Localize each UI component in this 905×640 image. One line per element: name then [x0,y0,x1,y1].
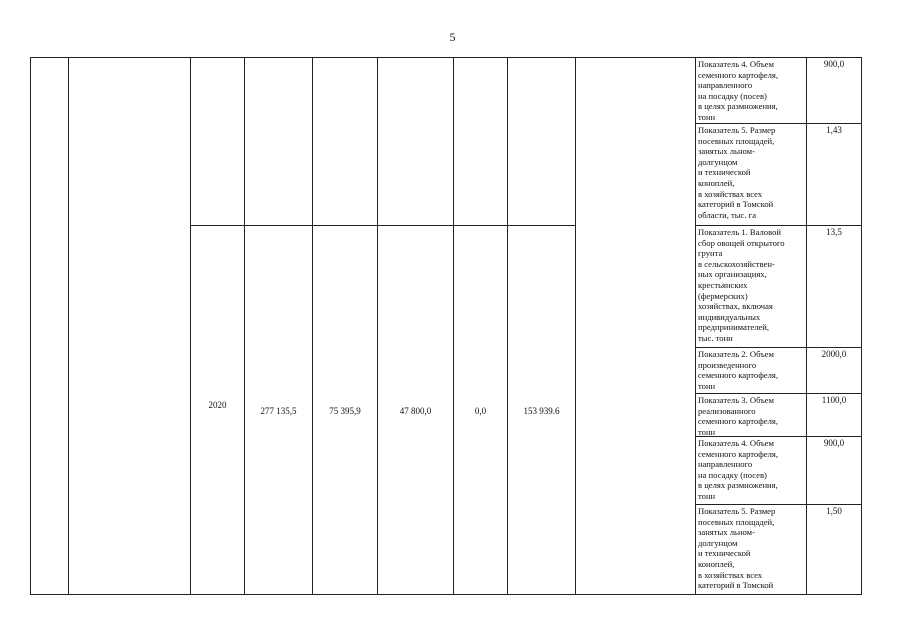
col-border [695,57,696,595]
other-funding-cell: 153 939.6 [523,406,560,416]
col-border [861,57,862,595]
indicator-separator [695,123,862,124]
indicator-separator [695,225,862,226]
indicator-separator [695,504,862,505]
col-border [806,57,807,595]
indicator-text: Показатель 3. Объем реализованного семенного картофеля, тонн [698,395,778,436]
indicator-text: Показатель 5. Размер посевных площадей, занятых льном- долгунцом и технической коноплей, в хозяйствах всех категорий в Томской области, тыс. га [698,125,776,220]
col-border [575,57,576,595]
col-border [30,57,31,595]
year-block-separator [190,225,576,226]
page-number: 5 [449,30,456,44]
indicator-value: 1100,0 [821,395,847,405]
col-border [453,57,454,595]
indicator-value: 900,0 [823,59,845,69]
year-cell: 2020 [208,400,227,410]
regional-funding-cell: 47 800,0 [399,406,432,416]
col-border [190,57,191,595]
indicator-text: Показатель 1. Валовой сбор овощей открытого грунта в сельскохозяйствен- ных организациях, крестьянских (фермерских) хозяйствах, включая индивидуальных предпринимателей, тыс. тонн [698,227,785,343]
col-border [507,57,508,595]
indicator-value: 13,5 [826,227,842,237]
indicator-value: 1,43 [826,125,842,135]
federal-funding-cell: 75 395,9 [329,406,361,416]
local-funding-cell: 0,0 [474,406,487,416]
col-border [244,57,245,595]
table-top-border [30,57,862,58]
indicator-text: Показатель 4. Объем семенного картофеля, направленного на посадку (посев) в целях размножения, тонн [698,59,778,122]
table-bottom-border [30,594,862,595]
indicator-separator [695,347,862,348]
indicator-value: 2000,0 [821,349,847,359]
col-border [68,57,69,595]
indicator-separator [695,436,862,437]
indicator-text: Показатель 5. Размер посевных площадей, занятых льном- долгунцом и технической коноплей, в хозяйствах всех категорий в Томской [698,506,776,591]
indicator-value: 900,0 [823,438,845,448]
indicator-text: Показатель 2. Объем произведенного семенного картофеля, тонн [698,349,778,391]
total-funding-cell: 277 135,5 [260,406,297,416]
col-border [377,57,378,595]
indicator-value: 1,50 [826,506,842,516]
col-border [312,57,313,595]
indicator-text: Показатель 4. Объем семенного картофеля, направленного на посадку (посев) в целях размножения, тонн [698,438,778,501]
indicator-separator [695,393,862,394]
